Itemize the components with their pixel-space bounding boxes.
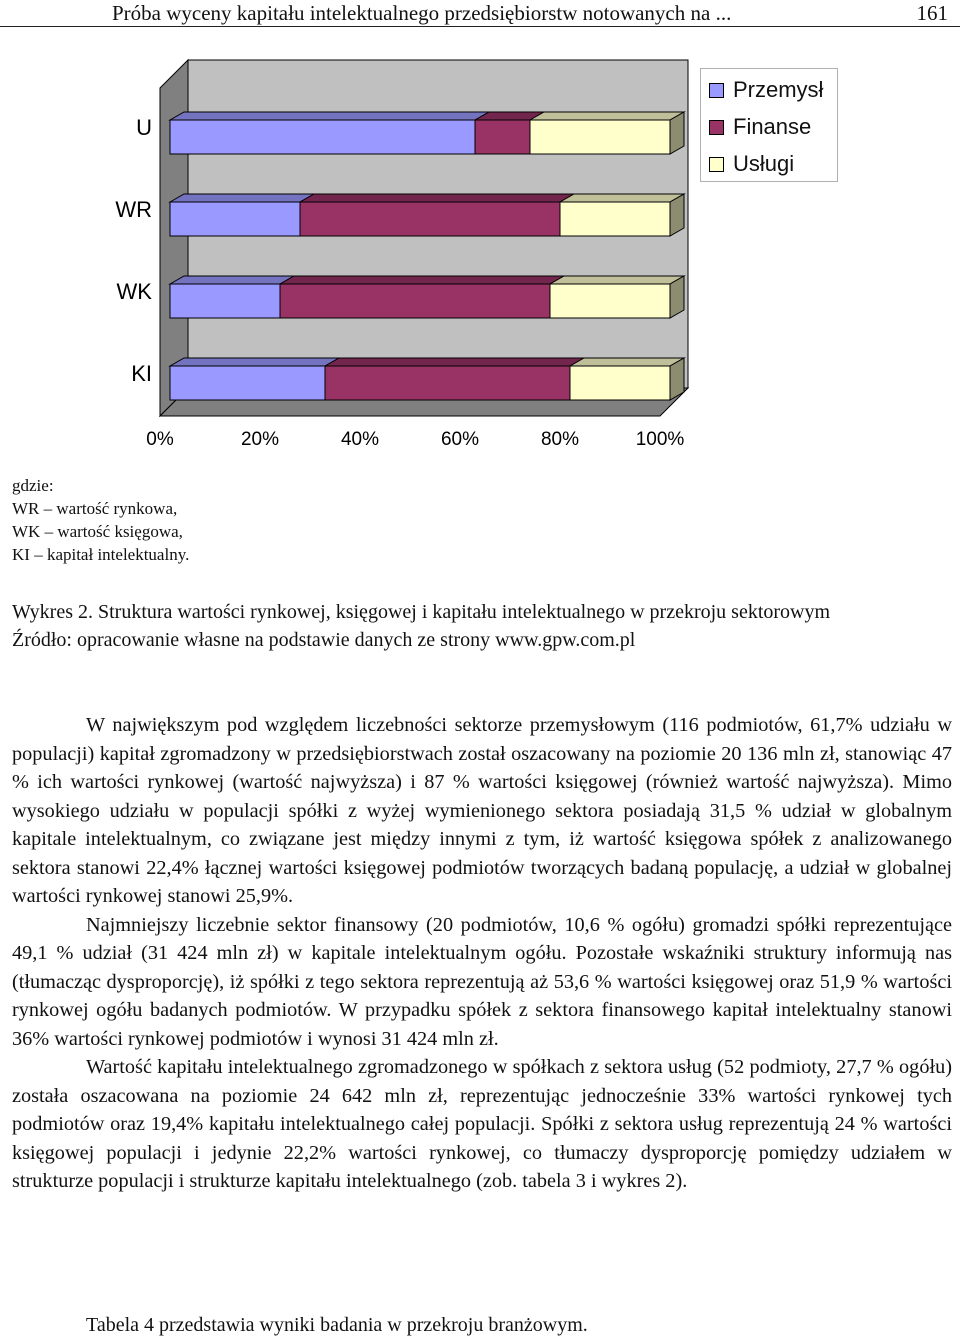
x-tick-label: 40% bbox=[340, 429, 380, 450]
legend-swatch bbox=[709, 83, 724, 98]
x-tick-label: 0% bbox=[146, 429, 174, 450]
legend-swatch bbox=[709, 157, 724, 172]
bar-segment-przemysł bbox=[170, 202, 300, 236]
where-line: WK – wartość księgowa, bbox=[12, 522, 183, 541]
bar-top-face bbox=[550, 276, 684, 284]
category-label: WR bbox=[115, 197, 152, 222]
bar-segment-usługi bbox=[550, 284, 670, 318]
bar-segment-usługi bbox=[570, 366, 670, 400]
header-title: Próba wyceny kapitału intelektualnego przedsiębiorstw notowanych na ... bbox=[112, 1, 732, 25]
where-intro: gdzie: bbox=[12, 476, 54, 495]
bar-segment-finanse bbox=[280, 284, 550, 318]
paragraph: Wartość kapitału intelektualnego zgromadzonego w spółkach z sektora usług (52 podmioty, 27,7 % ogółu) została oszacowana na poziomie 24 642 mln zł, reprezentując jednocześnie 33% wartości rynkowej tych podmiotów oraz 19,4% kapitału intelektualnego całej populacji. Spółki z sektora usług reprezentują 24 % wartości księgowej populacji i jedynie 22,2% wartości rynkowej, co tłumaczy dysproporcję pomiędzy udziałem w strukturze populacji i strukturze kapitału intelektualnego (zob. tabela 3 i wykres 2). bbox=[12, 1056, 952, 1192]
caption-title: Wykres 2. Struktura wartości rynkowej, księgowej i kapitału intelektualnego w przekroju sektorowym bbox=[12, 601, 831, 623]
bar-top-face bbox=[280, 276, 564, 284]
chart-legend bbox=[700, 68, 838, 182]
category-label: WK bbox=[116, 279, 152, 304]
bar-top-face bbox=[300, 194, 574, 202]
caption-source: Źródło: opracowanie własne na podstawie danych ze strony www.gpw.com.pl bbox=[12, 629, 636, 651]
legend-label: Usługi bbox=[733, 151, 795, 176]
category-label: U bbox=[136, 115, 152, 140]
bar-top-face bbox=[560, 194, 684, 202]
legend-swatch bbox=[709, 120, 724, 135]
abbreviations-note bbox=[12, 474, 189, 566]
page-number: 161 bbox=[916, 1, 948, 25]
bar-segment-usługi bbox=[560, 202, 670, 236]
bar-segment-przemysł bbox=[170, 366, 325, 400]
table-intro-line: Tabela 4 przedstawia wyniki badania w przekroju branżowym. bbox=[86, 1314, 588, 1336]
bar-top-face bbox=[170, 276, 294, 284]
bar-segment-finanse bbox=[300, 202, 560, 236]
bar-top-face bbox=[170, 358, 339, 366]
bar-end-face bbox=[670, 276, 684, 318]
bar-segment-usługi bbox=[530, 120, 670, 154]
bar-top-face bbox=[170, 112, 489, 120]
body-text bbox=[12, 711, 952, 1196]
bar-segment-finanse bbox=[475, 120, 530, 154]
figure-caption bbox=[12, 598, 952, 654]
x-tick-label: 20% bbox=[240, 429, 280, 450]
category-label: KI bbox=[131, 361, 152, 386]
bar-top-face bbox=[170, 194, 314, 202]
legend-label: Przemysł bbox=[733, 77, 824, 102]
running-header bbox=[0, 0, 960, 27]
legend-label: Finanse bbox=[733, 114, 812, 139]
bar-end-face bbox=[670, 112, 684, 154]
bar-end-face bbox=[670, 194, 684, 236]
x-tick-label: 60% bbox=[440, 429, 480, 450]
bar-top-face bbox=[325, 358, 584, 366]
bar-segment-przemysł bbox=[170, 284, 280, 318]
where-line: KI – kapitał intelektualny. bbox=[12, 545, 190, 564]
bar-segment-przemysł bbox=[170, 120, 475, 154]
bar-segment-finanse bbox=[325, 366, 570, 400]
paragraph: W największym pod względem liczebności sektorze przemysłowym (116 podmiotów, 61,7% udziału w populacji) kapitał zgromadzony w przedsiębiorstwach został oszacowany na poziomie 20 136 mln zł, stanowiąc 47 % ich wartości rynkowej (wartość najwyższa) i 87 % wartości księgowej (również wartość najwyższa). Mimo wysokiego udziału w populacji spółki z wyżej wymienionego sektora posiadają 31,5 % udział w globalnym kapitale intelektualnym, co związane jest między innymi z tym, iż wartość księgowa spółek z analizowanego sektora stanowi 22,4% łącznej wartości księgowej podmiotów tworzących badaną populację, a udział w globalnej wartości rynkowej stanowi 25,9%. bbox=[12, 714, 952, 907]
bar-top-face bbox=[530, 112, 684, 120]
paragraph: Najmniejszy liczebnie sektor finansowy (20 podmiotów, 10,6 % ogółu) gromadzi spółki reprezentujące 49,1 % udział (31 424 mln zł) w kapitale intelektualnym ogółu. Pozostałe wskaźniki struktury informują nas (tłumacząc dysproporcję), iż spółki z tego sektora reprezentują aż 53,6 % wartości księgowej oraz 51,9 % wartości rynkowej ogółu badanych podmiotów. W przypadku spółek z sektora finansowego kapitał intelektualny stanowi 36% wartości rynkowej podmiotów i wynosi 31 424 mln zł. bbox=[12, 913, 952, 1050]
bar-end-face bbox=[670, 358, 684, 400]
x-tick-label: 80% bbox=[540, 429, 580, 450]
bar-top-face bbox=[570, 358, 684, 366]
where-line: WR – wartość rynkowa, bbox=[12, 499, 178, 518]
x-tick-label: 100% bbox=[635, 429, 685, 450]
